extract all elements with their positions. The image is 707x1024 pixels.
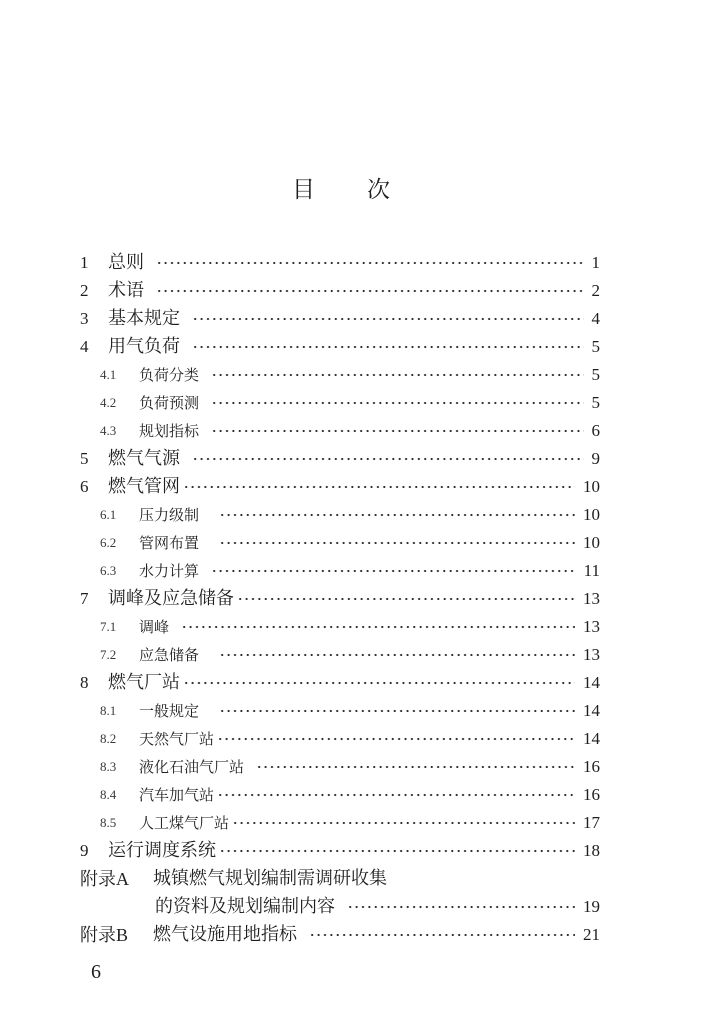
toc-entry-number: 附录A [80,869,129,889]
toc-entry [80,249,600,277]
toc-entry-title: 燃气管网 [108,476,180,497]
toc-entry-title: 液化石油气厂站 [139,758,245,776]
toc-entry-title: 城镇燃气规划编制需调研收集 [153,868,387,889]
toc-entry-page: 6 [591,421,600,440]
dot-leader [211,417,583,445]
toc-entry-number: 7.1 [100,619,117,634]
toc-entry-number: 6.1 [100,507,117,522]
toc-entry [80,445,600,473]
dot-leader [219,641,575,669]
toc-entry-title: 调峰 [139,618,170,636]
toc-subentry [80,697,600,725]
toc-entry-page: 11 [583,561,600,580]
toc-entry-page: 5 [591,365,600,384]
toc-entry-title: 水力计算 [139,562,200,580]
dot-leader [217,725,575,753]
toc-subentry [80,557,600,585]
toc-entry-page: 14 [583,701,600,720]
toc-entry-number: 4.3 [100,423,117,438]
toc-entry-page: 10 [583,533,600,552]
toc-subentry [80,529,600,557]
toc-entry-title: 压力级制 [139,506,200,524]
toc-entry-title: 天然气厂站 [139,730,215,748]
table-of-contents [80,249,600,949]
toc-entry-number: 6 [80,477,89,496]
dot-leader [237,585,575,613]
toc-entry-page: 18 [583,841,600,860]
toc-entry-title: 燃气气源 [108,448,180,469]
dot-leader [181,613,575,641]
toc-entry-number: 6.2 [100,535,117,550]
dot-leader [232,809,575,837]
toc-entry-title: 规划指标 [139,422,200,440]
toc-entry-number: 4 [80,337,89,356]
toc-title: 目次 [292,177,442,203]
toc-subentry [80,417,600,445]
toc-appendix-entry [80,865,600,893]
dot-leader [192,445,584,473]
toc-subentry [80,613,600,641]
toc-entry-number: 1 [80,253,89,272]
toc-entry-number: 2 [80,281,89,300]
dot-leader [347,893,575,921]
toc-entry-page: 1 [591,253,600,272]
toc-entry-title: 人工煤气厂站 [139,814,230,832]
toc-entry [80,305,600,333]
toc-entry-page: 2 [591,281,600,300]
toc-entry-title: 总则 [108,252,144,273]
toc-entry-title: 调峰及应急储备 [108,588,234,609]
toc-entry-title: 运行调度系统 [108,840,216,861]
toc-subentry [80,641,600,669]
toc-entry-number: 8.1 [100,703,117,718]
toc-entry-page: 19 [583,897,600,916]
dot-leader [309,921,575,949]
page-number: 6 [91,961,101,983]
toc-entry-title: 一般规定 [139,702,200,720]
toc-entry-page: 10 [583,477,600,496]
toc-entry-page: 13 [583,589,600,608]
dot-leader [211,557,576,585]
toc-entry-title: 汽车加气站 [139,786,215,804]
toc-entry-page: 14 [583,673,600,692]
toc-entry-title: 负荷预测 [139,394,200,412]
toc-entry-page: 13 [583,645,600,664]
dot-leader [219,837,575,865]
dot-leader [211,361,583,389]
toc-entry-number: 8.4 [100,787,117,802]
toc-entry-number: 4.1 [100,367,117,382]
toc-entry-number: 7.2 [100,647,117,662]
toc-entry-number: 6.3 [100,563,117,578]
toc-entry-number: 9 [80,841,89,860]
toc-subentry [80,753,600,781]
toc-entry [80,669,600,697]
toc-entry-number: 8.5 [100,815,117,830]
toc-entry-title: 的资料及规划编制内容 [155,896,335,917]
dot-leader [192,333,584,361]
dot-leader [217,781,575,809]
toc-entry-title: 负荷分类 [139,366,200,384]
toc-entry-page: 5 [591,337,600,356]
toc-entry-title: 管网布置 [139,534,200,552]
toc-entry-title: 基本规定 [108,308,180,329]
toc-entry-page: 13 [583,617,600,636]
toc-entry-page: 17 [583,813,600,832]
toc-entry-number: 8 [80,673,89,692]
toc-entry-number: 3 [80,309,89,328]
dot-leader [156,249,584,277]
toc-entry [80,585,600,613]
toc-subentry [80,809,600,837]
toc-entry-title: 燃气设施用地指标 [153,924,297,945]
toc-entry-number: 5 [80,449,89,468]
toc-entry-page: 4 [591,309,600,328]
dot-leader [156,277,584,305]
toc-entry-number: 8.3 [100,759,117,774]
toc-entry [80,837,600,865]
toc-entry [80,333,600,361]
toc-subentry [80,781,600,809]
toc-entry-page: 16 [583,785,600,804]
toc-entry-page: 14 [583,729,600,748]
toc-entry-page: 5 [591,393,600,412]
dot-leader [192,305,584,333]
toc-entry-title: 应急储备 [139,646,200,664]
toc-entry-number: 7 [80,589,89,608]
toc-entry [80,277,600,305]
dot-leader [219,501,575,529]
dot-leader [256,753,575,781]
toc-subentry [80,501,600,529]
toc-appendix-entry [80,921,600,949]
dot-leader [219,697,575,725]
toc-subentry [80,361,600,389]
toc-entry-number: 8.2 [100,731,117,746]
toc-entry-title: 术语 [108,280,144,301]
dot-leader [211,389,583,417]
dot-leader [183,669,575,697]
toc-entry-page: 9 [591,449,600,468]
toc-subentry [80,725,600,753]
toc-entry-number: 附录B [80,925,129,945]
toc-subentry [80,389,600,417]
toc-entry-page: 10 [583,505,600,524]
toc-entry-number: 4.2 [100,395,117,410]
toc-entry-page: 16 [583,757,600,776]
dot-leader [183,473,575,501]
toc-entry-title: 燃气厂站 [108,672,180,693]
toc-entry-title: 用气负荷 [108,336,180,357]
toc-entry-page: 21 [583,925,600,944]
dot-leader [219,529,575,557]
toc-appendix-continuation [80,893,600,921]
toc-entry [80,473,600,501]
